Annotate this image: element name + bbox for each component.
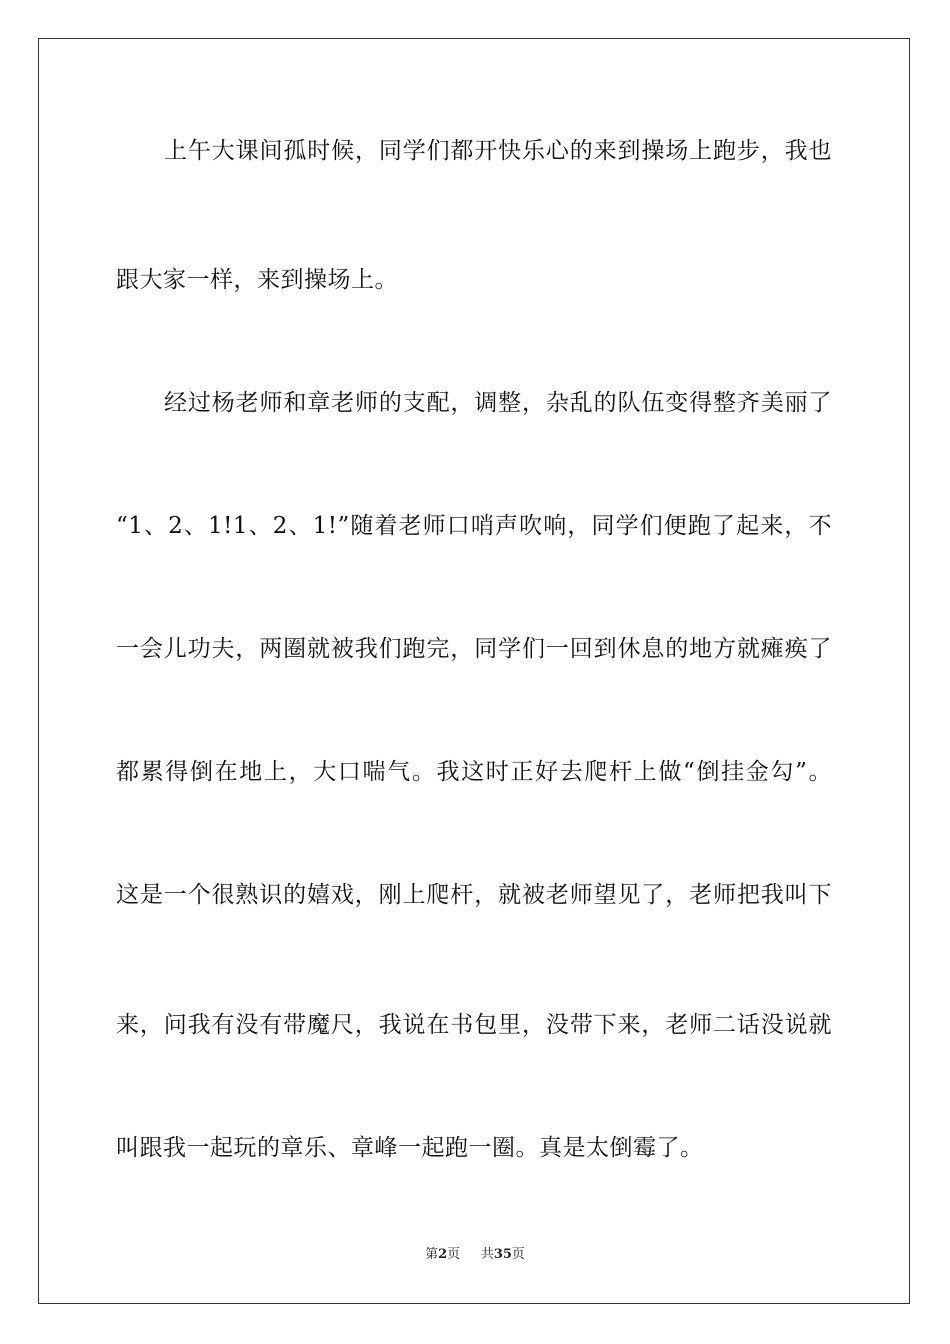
paragraph-2-line-6: 来，问我有没有带魔尺，我说在书包里，没带下来，老师二话没说就 [116, 1012, 832, 1038]
paragraph-2-line-3: 一会儿功夫，两圈就被我们跑完，同学们一回到休息的地方就瘫痪了 [116, 636, 832, 662]
paragraph-2-line-2: “1、2、1!1、2、1!”随着老师口哨声吹响，同学们便跑了起来，不 [116, 513, 832, 539]
total-prefix: 共 [480, 1247, 494, 1262]
page-footer [0, 1246, 950, 1264]
total-pages-indicator [481, 1246, 525, 1264]
page-prefix: 第 [425, 1247, 439, 1262]
paragraph-2-line-5: 这是一个很熟识的嬉戏，刚上爬杆，就被老师望见了，老师把我叫下 [116, 882, 832, 908]
page-indicator [425, 1246, 460, 1264]
paragraph-2-line-1: 经过杨老师和章老师的支配，调整，杂乱的队伍变得整齐美丽了 [164, 390, 832, 416]
paragraph-2-line-7: 叫跟我一起玩的章乐、章峰一起跑一圈。真是太倒霉了。 [116, 1135, 704, 1161]
page-suffix: 页 [447, 1247, 461, 1262]
paragraph-2-line-4: 都累得倒在地上，大口喘气。我这时正好去爬杆上做“倒挂金勾”。 [116, 759, 832, 785]
total-suffix: 页 [511, 1247, 525, 1262]
current-page-number: 2 [438, 1247, 448, 1262]
total-page-number: 35 [493, 1247, 512, 1262]
paragraph-1-line-2: 跟大家一样，来到操场上。 [116, 267, 398, 293]
page-frame [38, 38, 910, 1304]
paragraph-1-line-1: 上午大课间孤时候，同学们都开快乐心的来到操场上跑步，我也 [164, 138, 832, 164]
